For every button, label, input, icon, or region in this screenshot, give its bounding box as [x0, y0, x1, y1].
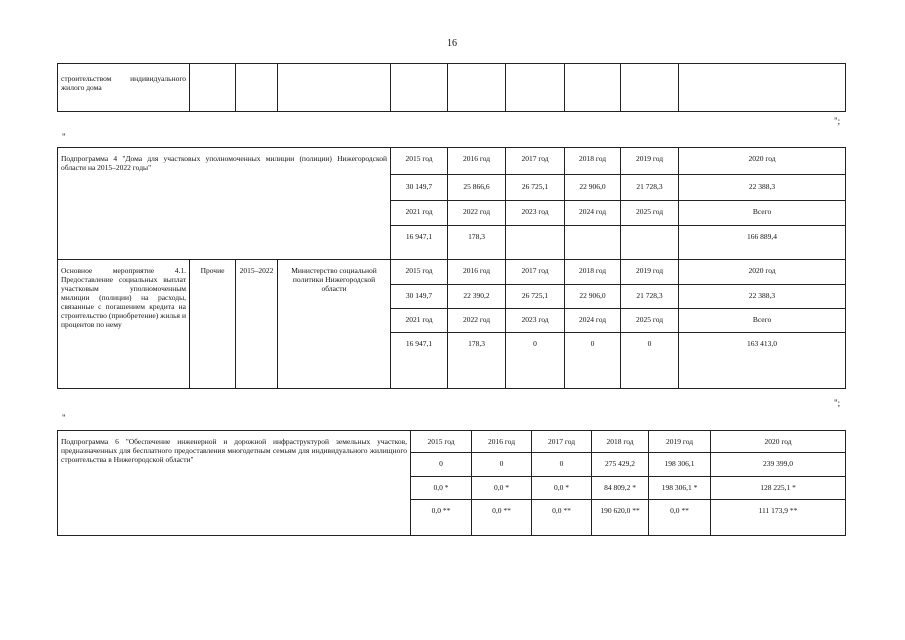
- subprogram6-title: Подпрограмма 6 "Обеспечение инженерной и дорожной инфраструктурой земельных участков, предназначенных для бесплатного предоставления многодетным семьям для индивидуального жилищного строительства в Нижегородской области": [58, 431, 411, 536]
- sp4-year-2019: 2019 год: [621, 148, 679, 175]
- sp4-year-2024: 2024 год: [565, 201, 621, 226]
- sp6-row1-2016: 0: [472, 453, 532, 477]
- m41-value-2025: 0: [621, 333, 679, 389]
- m41-year-2020: 2020 год: [679, 260, 846, 285]
- m41-total-label: Всего: [679, 309, 846, 333]
- sp4-year-2017: 2017 год: [506, 148, 565, 175]
- sp6-year-2020: 2020 год: [711, 431, 846, 453]
- m41-value-2024: 0: [565, 333, 621, 389]
- m41-value-2022: 178,3: [448, 333, 506, 389]
- sp6-year-2016: 2016 год: [472, 431, 532, 453]
- subprogram4-title: Подпрограмма 4 "Дома для участковых уполномоченных милиции (полиции) Нижегородской области на 2015–2022 годы": [58, 148, 391, 260]
- sp6-row3-2018: 190 620,0 **: [592, 500, 649, 536]
- m41-value-2018: 22 906,0: [565, 285, 621, 309]
- sp6-year-2018: 2018 год: [592, 431, 649, 453]
- sp4-value-2024: [565, 226, 621, 260]
- m41-total-value: 163 413,0: [679, 333, 846, 389]
- sp4-year-2022: 2022 год: [448, 201, 506, 226]
- measure41-title: Основное мероприятие 4.1. Предоставление социальных выплат участковым уполномоченным милиции (полиции) на расходы, связанные с погашением кредита на строительство (приобретение) жилья и процентов по нему: [58, 260, 190, 389]
- sp6-row2-2019: 198 306,1 *: [649, 477, 711, 500]
- m41-value-2020: 22 388,3: [679, 285, 846, 309]
- sp6-row2-2015: 0,0 *: [411, 477, 472, 500]
- sp4-value-2020: 22 388,3: [679, 175, 846, 201]
- m41-year-2018: 2018 год: [565, 260, 621, 285]
- sp4-year-2025: 2025 год: [621, 201, 679, 226]
- m41-value-2016: 22 390,2: [448, 285, 506, 309]
- sp6-row3-2015: 0,0 **: [411, 500, 472, 536]
- subprogram6-table: [57, 430, 846, 536]
- sp6-row1-2017: 0: [532, 453, 592, 477]
- sp4-year-2023: 2023 год: [506, 201, 565, 226]
- sp6-row3-2016: 0,0 **: [472, 500, 532, 536]
- sp6-row2-2016: 0,0 *: [472, 477, 532, 500]
- m41-year-2025: 2025 год: [621, 309, 679, 333]
- sp4-year-2015: 2015 год: [391, 148, 448, 175]
- m41-year-2017: 2017 год: [506, 260, 565, 285]
- top-fragment-text: строительством индивидуального жилого дома: [58, 64, 190, 112]
- sp4-value-2015: 30 149,7: [391, 175, 448, 201]
- sp6-row2-2018: 84 809,2 *: [592, 477, 649, 500]
- top-fragment-table: [57, 63, 846, 112]
- close-quote-mark-2: ";: [834, 398, 841, 408]
- open-quote-mark-2: ": [62, 413, 66, 423]
- sp4-value-2016: 25 866,6: [448, 175, 506, 201]
- sp4-value-2021: 16 947,1: [391, 226, 448, 260]
- measure41-executor: Министерство социальной политики Нижегородской области: [278, 260, 391, 389]
- sp6-row3-2017: 0,0 **: [532, 500, 592, 536]
- sp6-row1-2020: 239 399,0: [711, 453, 846, 477]
- sp4-year-2018: 2018 год: [565, 148, 621, 175]
- m41-value-2015: 30 149,7: [391, 285, 448, 309]
- measure41-period: 2015–2022: [236, 260, 278, 389]
- m41-value-2019: 21 728,3: [621, 285, 679, 309]
- open-quote-mark: ": [62, 132, 66, 142]
- sp4-year-2021: 2021 год: [391, 201, 448, 226]
- close-quote-mark: ";: [834, 116, 841, 126]
- m41-year-2022: 2022 год: [448, 309, 506, 333]
- sp4-total-label: Всего: [679, 201, 846, 226]
- sp4-value-2023: [506, 226, 565, 260]
- m41-value-2023: 0: [506, 333, 565, 389]
- subprogram4-table: [57, 147, 846, 389]
- m41-value-2021: 16 947,1: [391, 333, 448, 389]
- page-number: 16: [447, 38, 457, 49]
- measure41-category: Прочие: [190, 260, 236, 389]
- m41-year-2024: 2024 год: [565, 309, 621, 333]
- sp6-row1-2018: 275 429,2: [592, 453, 649, 477]
- m41-year-2015: 2015 год: [391, 260, 448, 285]
- m41-value-2017: 26 725,1: [506, 285, 565, 309]
- sp6-row3-2019: 0,0 **: [649, 500, 711, 536]
- sp4-value-2025: [621, 226, 679, 260]
- sp6-year-2015: 2015 год: [411, 431, 472, 453]
- sp4-value-2018: 22 906,0: [565, 175, 621, 201]
- sp4-value-2022: 178,3: [448, 226, 506, 260]
- sp4-total-value: 166 889,4: [679, 226, 846, 260]
- sp6-row3-2020: 111 173,9 **: [711, 500, 846, 536]
- sp4-value-2017: 26 725,1: [506, 175, 565, 201]
- sp6-row1-2019: 198 306,1: [649, 453, 711, 477]
- m41-year-2021: 2021 год: [391, 309, 448, 333]
- sp6-row2-2017: 0,0 *: [532, 477, 592, 500]
- sp4-value-2019: 21 728,3: [621, 175, 679, 201]
- sp6-year-2019: 2019 год: [649, 431, 711, 453]
- m41-year-2023: 2023 год: [506, 309, 565, 333]
- sp6-row1-2015: 0: [411, 453, 472, 477]
- sp6-row2-2020: 128 225,1 *: [711, 477, 846, 500]
- sp6-year-2017: 2017 год: [532, 431, 592, 453]
- sp4-year-2020: 2020 год: [679, 148, 846, 175]
- sp4-year-2016: 2016 год: [448, 148, 506, 175]
- m41-year-2019: 2019 год: [621, 260, 679, 285]
- m41-year-2016: 2016 год: [448, 260, 506, 285]
